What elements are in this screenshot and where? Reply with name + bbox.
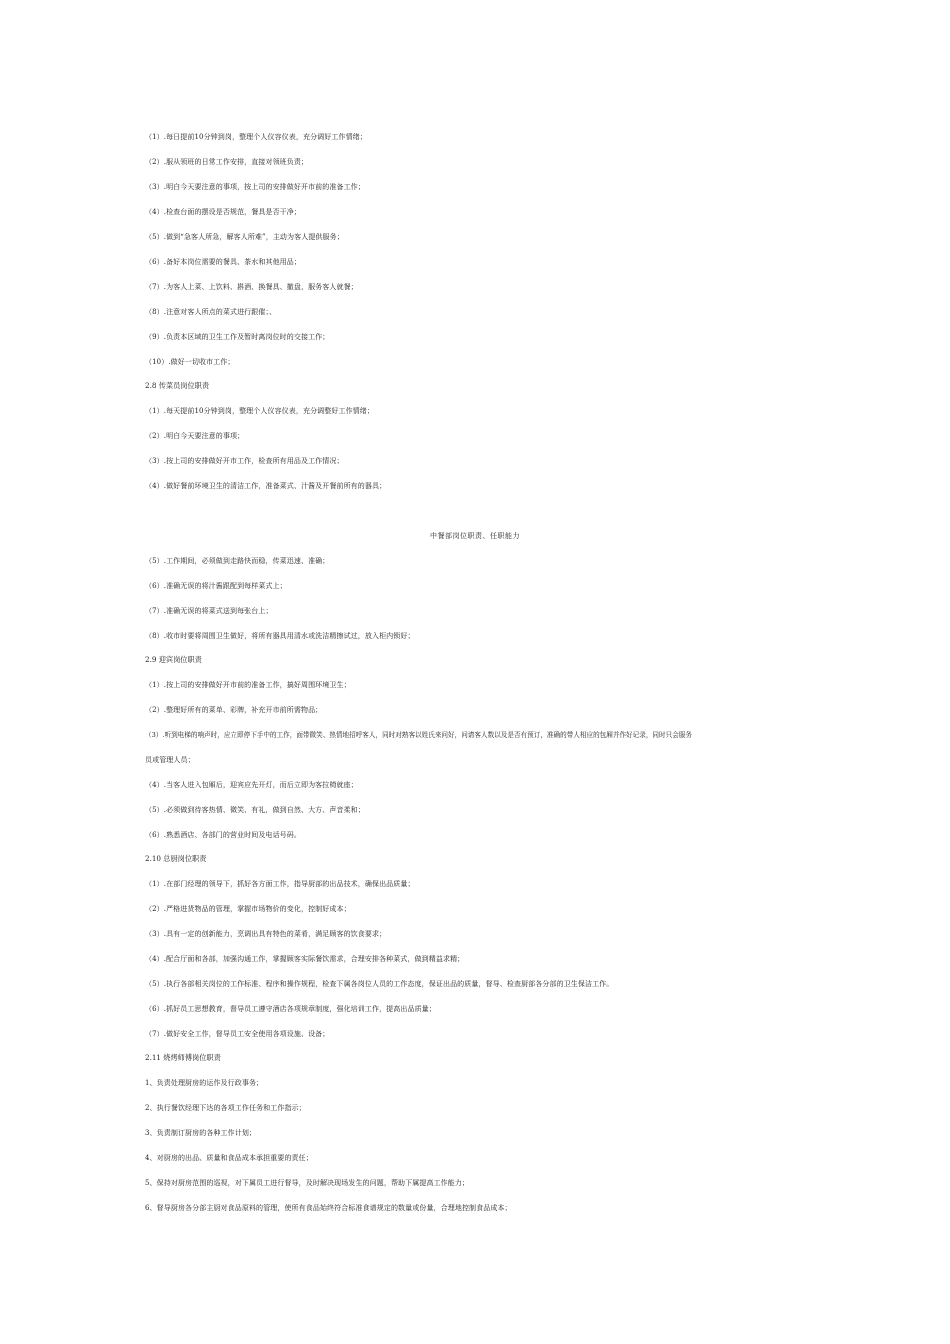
duty-item: （6）.抓好员工思想教育，督导员工遵守酒店各项规章制度，强化培训工作，提高出品质量；	[145, 1005, 436, 1013]
duty-item: （7）.准确无误的将菜式送到每张台上；	[145, 607, 273, 615]
duty-item: （9）.负责本区域的卫生工作及暂时离岗位时的交接工作；	[145, 333, 330, 341]
duty-item: （2）.整理好所有的菜单、彩牌，补充开市前所需物品；	[145, 706, 323, 714]
section-heading: 2.11 烧烤师傅岗位职责	[145, 1053, 221, 1062]
duty-item: （1）.每日提前10分钟到岗，整理个人仪容仪表，充分调好工作情绪；	[145, 133, 367, 141]
duty-item: （3）.按上司的安排做好开市工作，检查所有用品及工作情况；	[145, 457, 344, 465]
duty-item: （4）.检查台面的摆设是否规范，餐具是否干净；	[145, 208, 301, 216]
duty-item: （6）.熟悉酒店、各部门的营业时间及电话号码。	[145, 831, 301, 839]
duty-item: （8）.注意对客人所点的菜式进行跟催；、	[145, 308, 277, 316]
duty-item: （2）.明白今天要注意的事项；	[145, 432, 245, 440]
duty-item: （1）.在部门经理的领导下，抓好各方面工作，指导厨部的出品技术，确保出品质量；	[145, 880, 415, 888]
section-heading: 2.8 传菜员岗位职责	[145, 381, 210, 390]
duty-item: 4、对厨房的出品、质量和食品成本承担重要的责任；	[145, 1154, 313, 1162]
duty-item: （1）.每天提前10分钟到岗，整理个人仪容仪表，充分调整好工作情绪；	[145, 407, 374, 415]
duty-item: （5）.执行各部相关岗位的工作标准、程序和操作规程，检查下属各岗位人员的工作态度，保证出品的质量，督导、检查厨部各分部的卫生保洁工作。	[145, 980, 614, 988]
duty-item: （2）.严格进货物品的管理，掌握市场物价的变化，控制好成本；	[145, 905, 351, 913]
duty-item: 1、负责处理厨房的运作及行政事务；	[145, 1079, 264, 1087]
duty-item: （7）.为客人上菜、上饮料、斟酒、换餐具、撤盘，服务客人就餐；	[145, 283, 358, 291]
duty-item: （1）.按上司的安排做好开市前的准备工作，搞好周围环境卫生；	[145, 681, 351, 689]
page-header-title: 中餐部岗位职责、任职能力	[430, 532, 520, 540]
duty-item: （2）.服从领班的日常工作安排，直接对领班负责；	[145, 158, 309, 166]
duty-item: （4）.做好餐前环境卫生的清洁工作，准备菜式、汁酱及开餐前所有的器具；	[145, 482, 387, 490]
duty-item: （7）.做好安全工作，督导员工安全使用各项设施、设备；	[145, 1030, 330, 1038]
duty-item: （5）.必须做到待客热情、微笑、有礼，做到自然、大方、声音柔和；	[145, 806, 365, 814]
section-heading: 2.9 迎宾岗位职责	[145, 655, 202, 664]
duty-item: 5、保持对厨房范围的巡视，对下属员工进行督导，及时解决现场发生的问题，帮助下属提高工作能力；	[145, 1179, 470, 1187]
duty-item: （3）.明白今天要注意的事项，按上司的安排做好开市前的准备工作；	[145, 183, 365, 191]
duty-item: （3）.听到电梯的响声时，应立即停下手中的工作，面带微笑、热情地招呼客人，同时对熟客以姓氏来问好，问请客人数以及是否有预订，准确的带人相应的包厢并作好记录，同时只会服务	[145, 731, 692, 739]
duty-item: （4）.当客人进入包厢后，迎宾应先开灯，而后立即为客拉椅就座；	[145, 781, 358, 789]
duty-item: （8）.收市时要将周围卫生做好，将所有器具用清水或洗洁精擦试过，放入柜内锁好；	[145, 632, 415, 640]
duty-item: （5）.工作期间，必须做到走路快而稳，传菜迅速、准确；	[145, 557, 330, 565]
section-heading: 2.10 总厨岗位职责	[145, 854, 207, 863]
duty-item: 3、负责制订厨房的各种工作计划；	[145, 1129, 257, 1137]
duty-item: （4）.配合厅面和各部，加强沟通工作，掌握顾客实际餐饮需求，合理安排各种菜式，做到精益求精；	[145, 955, 465, 963]
duty-item: （6）.备好本岗位需要的餐具、茶水和其他用品；	[145, 258, 301, 266]
duty-item: （6）.准确无误的将汁酱跟配到每样菜式上；	[145, 582, 287, 590]
duty-item: 6、督导厨房各分部主厨对食品原料的管理，使所有食品始终符合标准食谱规定的数量或份量，合理地控制食品成本；	[145, 1204, 512, 1212]
duty-item: 2、执行餐饮经理下达的各项工作任务和工作指示；	[145, 1104, 306, 1112]
duty-item: （3）.具有一定的创新能力，烹调出具有特色的菜肴，满足顾客的饮食要求；	[145, 930, 387, 938]
duty-item-continuation: 员或管理人员；	[145, 756, 195, 764]
duty-item: （10）.做好一切收市工作；	[145, 358, 235, 366]
duty-item: （5）.做到“急客人所急，解客人所难”，主动为客人提供服务；	[145, 233, 344, 241]
